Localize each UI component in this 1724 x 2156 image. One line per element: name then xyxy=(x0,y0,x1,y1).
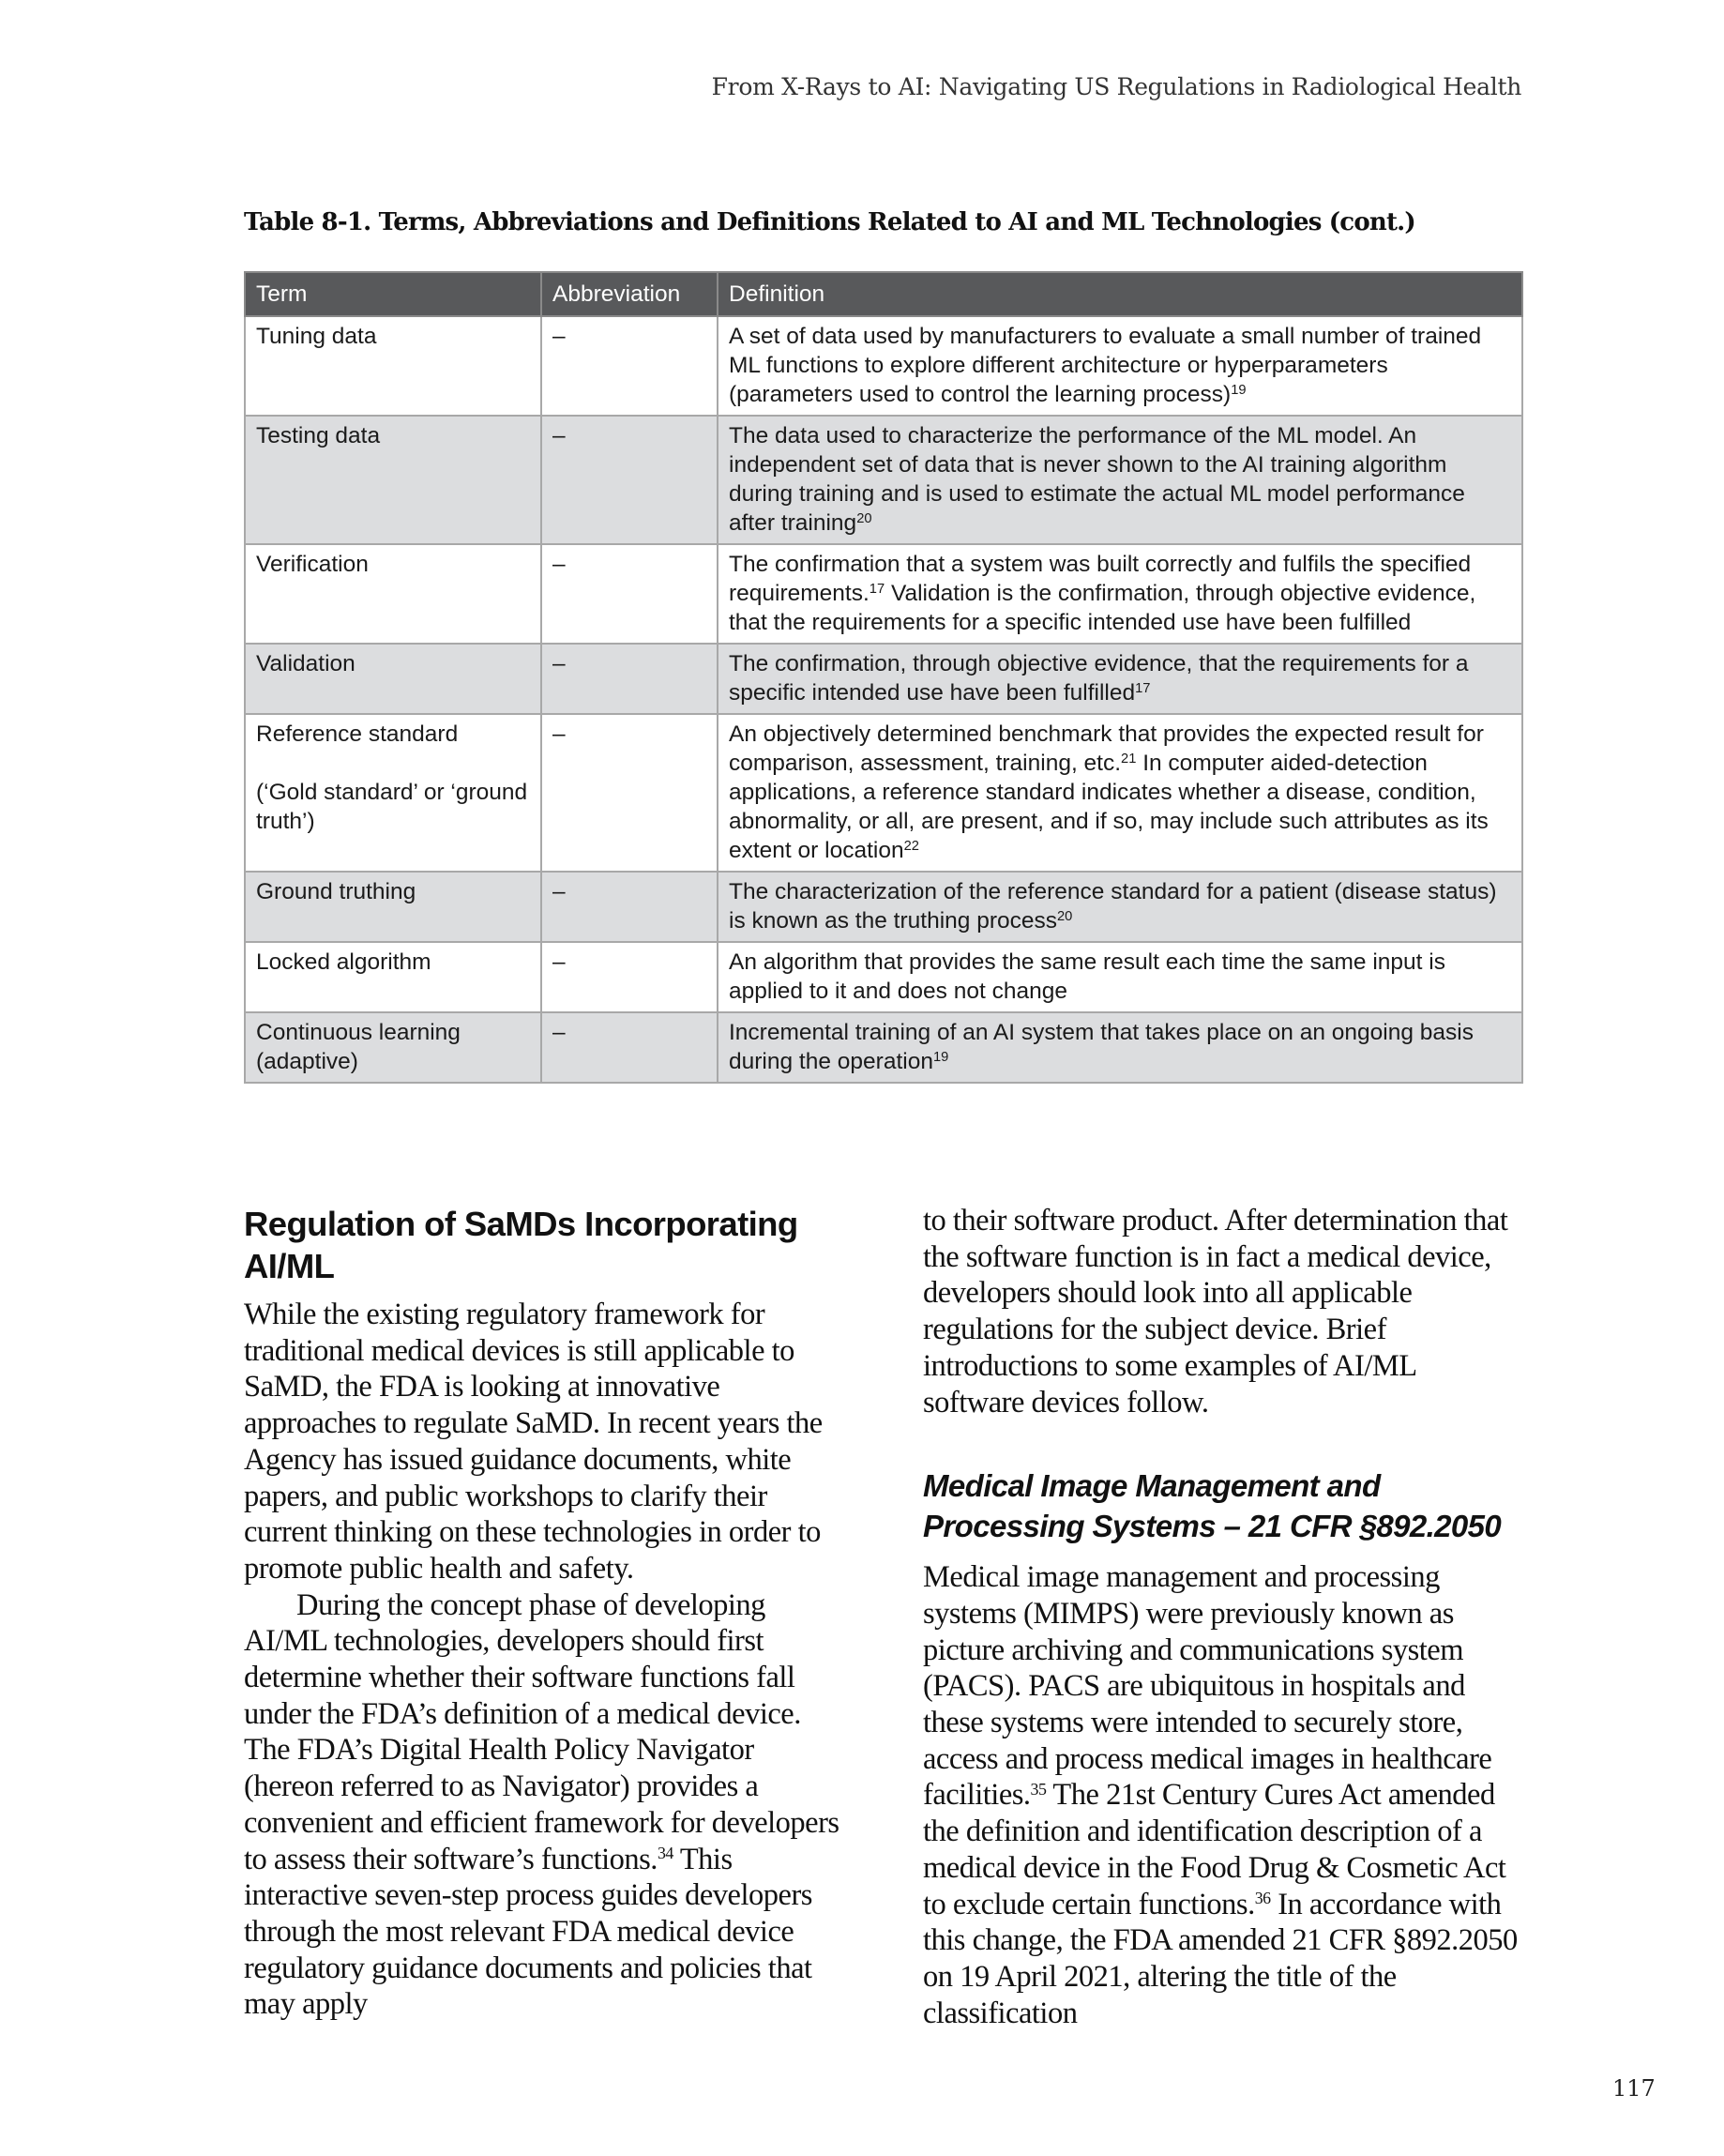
definition-text: A set of data used by manufacturers to evaluate a small number of trained ML functions to explore different architecture or hyperparameters (parameters used to control the learning process) xyxy=(729,324,1482,407)
definition-text: The confirmation, through objective evidence, that the requirements for a specific intended use have been fulfilled xyxy=(729,651,1469,706)
reference-superscript: 21 xyxy=(1121,751,1137,767)
abbreviation-cell: – xyxy=(541,316,718,416)
definition-text: In computer aided-detection applications, a reference standard indicates whether a disease, condition, abnormality, or all, are present, and if so, may include such attributes as its extent or location xyxy=(729,751,1489,863)
reference-superscript: 17 xyxy=(1135,680,1151,696)
table-row xyxy=(245,714,1522,872)
definition-text: Incremental training of an AI system that takes place on an ongoing basis during the operation xyxy=(729,1020,1474,1074)
table-row xyxy=(245,1012,1522,1083)
reference-superscript: 34 xyxy=(657,1843,673,1862)
paragraph-text: The 21st Century Cures Act amended the definition and identification description of a medical device in the Food Drug & Cosmetic Act to exclude certain functions. xyxy=(923,1778,1506,1921)
reference-superscript: 19 xyxy=(1231,382,1247,398)
term-alt-text: (‘Gold standard’ or ‘ground truth’) xyxy=(256,780,528,834)
definition-cell xyxy=(718,1012,1522,1083)
table-row xyxy=(245,942,1522,1012)
abbreviation-cell: – xyxy=(541,644,718,714)
paragraph-text: Medical image management and processing systems (MIMPS) were previously known as picture archiving and communications system (PACS). PACS are ubiquitous in hospitals and these systems were intended to securely store, access and process medical images in healthcare facilities. xyxy=(923,1560,1492,1813)
abbreviation-cell: – xyxy=(541,544,718,644)
abbreviation-cell: – xyxy=(541,1012,718,1083)
reference-superscript: 20 xyxy=(856,510,872,526)
term-text: Reference standard xyxy=(256,721,459,747)
reference-superscript: 20 xyxy=(1057,908,1073,924)
term-cell: Tuning data xyxy=(245,316,541,416)
term-cell xyxy=(245,714,541,872)
body-column-right xyxy=(923,1203,1523,2031)
definition-text: An objectively determined benchmark that provides the expected result for comparison, assessment, training, etc. xyxy=(729,721,1484,776)
table-header-row xyxy=(245,272,1522,316)
definition-cell xyxy=(718,714,1522,872)
term-cell: Validation xyxy=(245,644,541,714)
term-cell: Locked algorithm xyxy=(245,942,541,1012)
table-row xyxy=(245,316,1522,416)
section-heading: Regulation of SaMDs Incorporating AI/ML xyxy=(244,1205,798,1285)
table-caption: Table 8-1. Terms, Abbreviations and Definitions Related to AI and ML Technologies (cont.) xyxy=(244,208,1415,236)
body-paragraph-continued: to their software product. After determination that the software function is in fact a medical device, developers should look into all applicable regulations for the subject device. Brief introductions to some examples of AI/ML software devices follow. xyxy=(923,1204,1508,1420)
body-column-left xyxy=(244,1203,844,2023)
abbreviation-cell: – xyxy=(541,942,718,1012)
running-header: From X-Rays to AI: Navigating US Regulations in Radiological Health xyxy=(711,73,1521,100)
definition-cell xyxy=(718,544,1522,644)
column-header-term: Term xyxy=(245,272,541,316)
subsection-heading: Medical Image Management and Processing Systems – 21 CFR §892.2050 xyxy=(923,1468,1502,1544)
definition-text: The data used to characterize the performance of the ML model. An independent set of data that is never shown to the AI training algorithm during training and is used to estimate the actual ML model performance after training xyxy=(729,423,1465,536)
reference-superscript: 19 xyxy=(932,1049,949,1065)
definition-text: Validation is the confirmation, through objective evidence, that the requirements for a specific intended use have been fulfilled xyxy=(729,581,1476,635)
body-paragraph xyxy=(923,1559,1523,2031)
definition-text: An algorithm that provides the same result each time the same input is applied to it and does not change xyxy=(729,949,1445,1004)
definition-cell xyxy=(718,644,1522,714)
definition-text: The characterization of the reference standard for a patient (disease status) is known as the truthing process xyxy=(729,879,1497,934)
column-header-definition: Definition xyxy=(718,272,1522,316)
term-cell: Continuous learning (adaptive) xyxy=(245,1012,541,1083)
reference-superscript: 22 xyxy=(903,838,919,854)
body-paragraph xyxy=(244,1587,844,2023)
definition-cell xyxy=(718,942,1522,1012)
page-number: 117 xyxy=(1612,2075,1656,2102)
definition-cell xyxy=(718,416,1522,544)
table-row xyxy=(245,872,1522,942)
definition-cell xyxy=(718,316,1522,416)
table-row xyxy=(245,644,1522,714)
term-cell: Ground truthing xyxy=(245,872,541,942)
abbreviation-cell: – xyxy=(541,714,718,872)
definition-text: The confirmation that a system was built correctly and fulfils the specified requirements. xyxy=(729,552,1472,606)
reference-superscript: 35 xyxy=(1030,1779,1047,1799)
definition-cell xyxy=(718,872,1522,942)
abbreviation-cell: – xyxy=(541,416,718,544)
table-row xyxy=(245,416,1522,544)
paragraph-text: During the concept phase of developing AI/ML technologies, developers should first determine whether their software functions fall under the FDA’s definition of a medical device. The FDA’s Digital Health Policy Navigator (hereon referred to as Navigator) provides a convenient and efficient framework for developers to assess their software’s functions. xyxy=(244,1587,839,1876)
paragraph-text-continued: This interactive seven-step process guides developers through the most relevant FDA medical device regulatory guidance documents and policies that may apply xyxy=(244,1842,812,2022)
body-paragraph: While the existing regulatory framework for traditional medical devices is still applicable to SaMD, the FDA is looking at innovative approaches to regulate SaMD. In recent years the Agency has issued guidance documents, white papers, and public workshops to clarify their current thinking on these technologies in order to promote public health and safety. xyxy=(244,1298,823,1586)
abbreviation-cell: – xyxy=(541,872,718,942)
table-row xyxy=(245,544,1522,644)
column-header-abbreviation: Abbreviation xyxy=(541,272,718,316)
paragraph-text: In accordance with this change, the FDA amended 21 CFR §892.2050 on 19 April 2021, altering the title of the classification xyxy=(923,1887,1518,2030)
reference-superscript: 36 xyxy=(1254,1888,1271,1907)
terms-table xyxy=(244,271,1523,1084)
term-cell: Testing data xyxy=(245,416,541,544)
term-cell: Verification xyxy=(245,544,541,644)
reference-superscript: 17 xyxy=(869,581,885,597)
